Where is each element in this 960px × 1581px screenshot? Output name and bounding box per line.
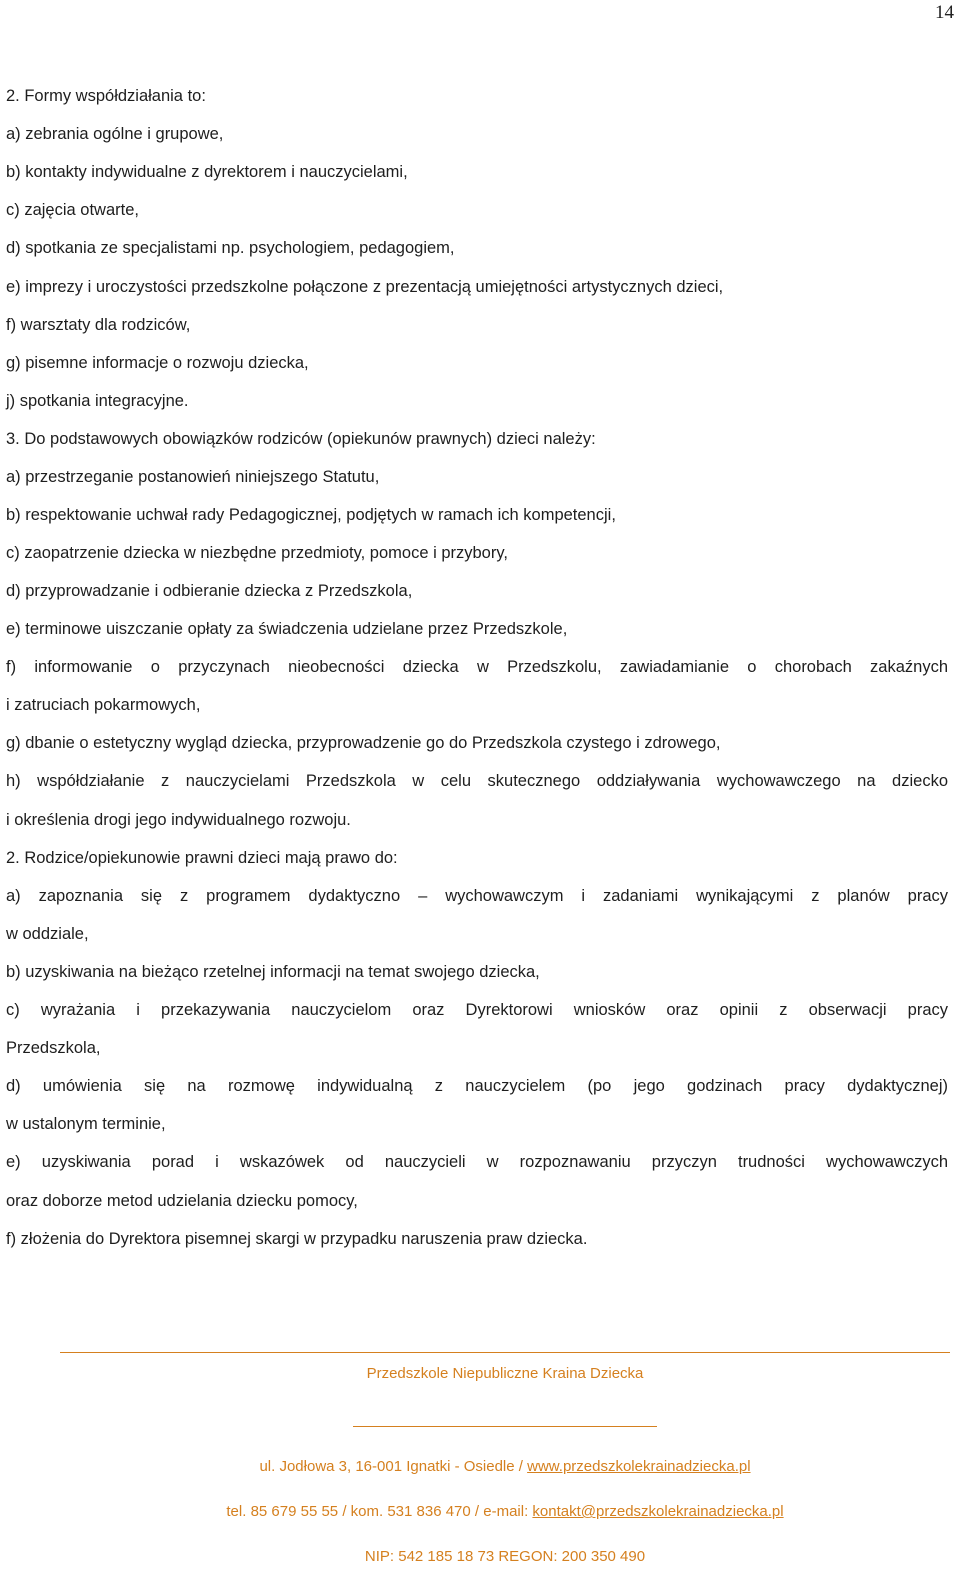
- footer-registration-ids: NIP: 542 185 18 73 REGON: 200 350 490: [364, 1548, 646, 1565]
- list-item: g) dbanie o estetyczny wygląd dziecka, przyprowadzenie go do Przedszkola czystego i zdrowego,: [6, 734, 721, 752]
- list-item: a) przestrzeganie postanowień niniejszego Statutu,: [6, 468, 380, 486]
- list-item: e) imprezy i uroczystości przedszkolne połączone z prezentacją umiejętności artystycznych dzieci,: [6, 278, 724, 296]
- footer-separator: [353, 1426, 657, 1427]
- list-item: f) warsztaty dla rodziców,: [6, 316, 191, 334]
- list-item: c) wyrażania i przekazywania nauczycielom oraz Dyrektorowi wniosków oraz opinii z obserwacji pracy: [6, 1001, 948, 1019]
- list-item: j) spotkania integracyjne.: [6, 392, 189, 410]
- list-item: g) pisemne informacje o rozwoju dziecka,: [6, 354, 309, 372]
- section-heading: 2. Rodzice/opiekunowie prawni dzieci mają prawo do:: [6, 849, 398, 867]
- list-item: a) zapoznania się z programem dydaktyczno – wychowawczym i zadaniami wynikającymi z planów pracy: [6, 887, 948, 905]
- list-item: d) spotkania ze specjalistami np. psychologiem, pedagogiem,: [6, 239, 455, 257]
- section-heading: 3. Do podstawowych obowiązków rodziców (opiekunów prawnych) dzieci należy:: [6, 430, 596, 448]
- list-item: b) kontakty indywidualne z dyrektorem i nauczycielami,: [6, 163, 408, 181]
- list-item: h) współdziałanie z nauczycielami Przedszkola w celu skutecznego oddziaływania wychowawczego na dziecko: [6, 772, 948, 790]
- list-item: b) uzyskiwania na bieżąco rzetelnej informacji na temat swojego dziecka,: [6, 963, 540, 981]
- footer-address: [0, 1458, 960, 1475]
- email-link[interactable]: kontakt@przedszkolekrainadziecka.pl: [532, 1503, 784, 1520]
- footer-organization-name: Przedszkole Niepubliczne Kraina Dziecka: [366, 1365, 644, 1382]
- list-item: b) respektowanie uchwał rady Pedagogicznej, podjętych w ramach ich kompetencji,: [6, 506, 616, 524]
- website-link[interactable]: www.przedszkolekrainadziecka.pl: [527, 1458, 751, 1475]
- list-item: c) zaopatrzenie dziecka w niezbędne przedmioty, pomoce i przybory,: [6, 544, 508, 562]
- list-item-continuation: w ustalonym terminie,: [6, 1115, 166, 1133]
- footer-contact: [0, 1503, 960, 1520]
- list-item: 2. Formy współdziałania to:: [6, 87, 206, 105]
- list-item: f) informowanie o przyczynach nieobecności dziecka w Przedszkolu, zawiadamianie o chorobach zakaźnych: [6, 658, 948, 676]
- list-item: a) zebrania ogólne i grupowe,: [6, 125, 224, 143]
- list-item-continuation: i zatruciach pokarmowych,: [6, 696, 201, 714]
- list-item: d) umówienia się na rozmowę indywidualną z nauczycielem (po jego godzinach pracy dydaktycznej): [6, 1077, 948, 1095]
- footer-address-text: ul. Jodłowa 3, 16-001 Ignatki - Osiedle /: [259, 1458, 528, 1475]
- footer-divider: [60, 1352, 950, 1353]
- list-item-continuation: i określenia drogi jego indywidualnego rozwoju.: [6, 811, 351, 829]
- footer-phone-text: tel. 85 679 55 55 / kom. 531 836 470 / e-mail:: [226, 1503, 533, 1520]
- list-item: e) uzyskiwania porad i wskazówek od nauczycieli w rozpoznawaniu przyczyn trudności wychowawczych: [6, 1153, 948, 1171]
- list-item: e) terminowe uiszczanie opłaty za świadczenia udzielane przez Przedszkole,: [6, 620, 568, 638]
- list-item: c) zajęcia otwarte,: [6, 201, 139, 219]
- list-item: d) przyprowadzanie i odbieranie dziecka z Przedszkola,: [6, 582, 413, 600]
- list-item-continuation: oraz doborze metod udzielania dziecku pomocy,: [6, 1192, 358, 1210]
- list-item-continuation: w oddziale,: [6, 925, 89, 943]
- list-item: f) złożenia do Dyrektora pisemnej skargi w przypadku naruszenia praw dziecka.: [6, 1230, 588, 1248]
- list-item-continuation: Przedszkola,: [6, 1039, 101, 1057]
- page-number: 14: [935, 2, 954, 23]
